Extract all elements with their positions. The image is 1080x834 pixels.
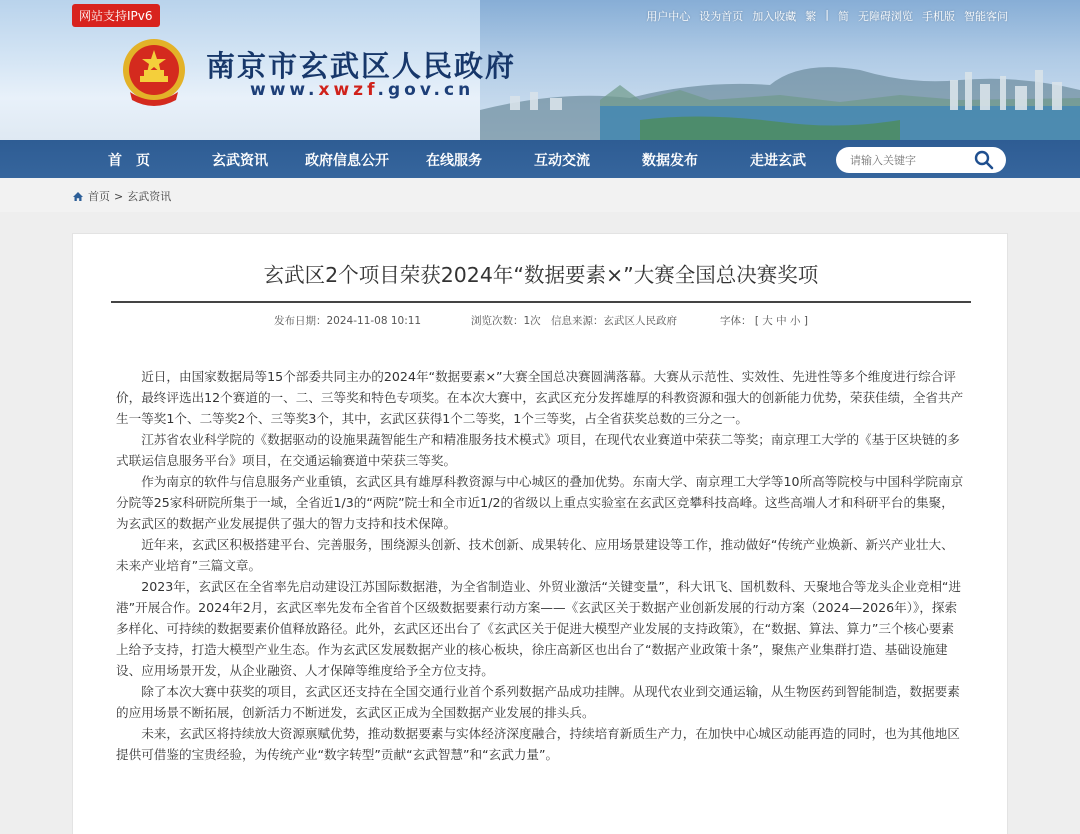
font-size-small-button[interactable]: 小 <box>789 315 801 327</box>
ipv6-badge[interactable]: 网站支持IPv6 <box>72 4 160 27</box>
nav-item-data-release[interactable]: 数据发布 <box>642 153 698 169</box>
article-title: 玄武区2个项目荣获2024年“数据要素×”大赛全国总决赛奖项 <box>263 263 819 287</box>
font-size-medium-button[interactable]: 中 <box>776 315 787 327</box>
header-banner <box>0 0 1080 140</box>
breadcrumb-separator: > <box>114 189 124 203</box>
article-paragraph: 近年来，玄武区积极搭建平台、完善服务，围绕源头创新、技术创新、成果转化、应用场景建设等工作，推动做好“传统产业焕新、新兴产业壮大、未来产业培育”三篇文章。 <box>116 537 954 573</box>
nav-item-online-service[interactable]: 在线服务 <box>426 153 482 169</box>
nav-item-about[interactable]: 走进玄武 <box>750 153 806 169</box>
article-paragraph: 作为南京的软件与信息服务产业重镇，玄武区具有雄厚科教资源与中心城区的叠加优势。东南大学、南京理工大学等10所高等院校与中国科学院南京分院等25家科研院所集于一域，全省近1/3的“两院”院士和全市近1/2的省级以上重点实验室在玄武区竞攀科技高峰。这些高端人才和科研平台的集聚，为玄武区的数据产业发展提供了强大的智力支持和技术保障。 <box>116 474 964 531</box>
top-link-favorite[interactable]: 加入收藏 <box>752 10 797 23</box>
nav-item-interaction[interactable]: 互动交流 <box>534 153 590 169</box>
font-size-label: 字体： <box>720 315 752 327</box>
nav-item-news[interactable]: 玄武资讯 <box>212 153 268 169</box>
info-source: 信息来源：玄武区人民政府 <box>551 315 677 327</box>
top-link-set-home[interactable]: 设为首页 <box>699 10 744 23</box>
article-paragraph: 2023年，玄武区在全省率先启动建设江苏国际数据港，为全省制造业、外贸业激活“关键变量”，科大讯飞、国机数科、天聚地合等龙头企业竞相“进港”开展合作。2024年2月，玄武区率先发布全省首个区级数据要素行动方案——《玄武区关于数据产业创新发展的行动方案（2024—2026年）》，探索多样化、可持续的数据要素价值释放路径。此外，玄武区还出台了《玄武区关于促进大模型产业发展的支持政策》，在“数据、算法、算力”三个核心要素上给予支持，打造大模型产业生态。作为玄武区发展数据产业的核心板块，徐庄高新区也出台了“数据产业政策十条”，聚焦产业集群打造、基础设施建设、应用场景开发，从企业融资、人才保障等维度给予全方位支持。 <box>116 579 962 678</box>
article-paragraph: 未来，玄武区将持续放大资源禀赋优势，推动数据要素与实体经济深度融合，持续培育新质生产力，在加快中心城区动能再造的同时，也为其他地区提供可借鉴的宝贵经验，为传统产业“数字转型”贡献“玄武智慧”和“玄武力量”。 <box>116 726 960 762</box>
font-size-bracket-close: ] <box>803 315 808 327</box>
site-title: 南京市玄武区人民政府 <box>206 49 517 83</box>
article-card <box>72 233 1008 834</box>
top-link-user-center[interactable]: 用户中心 <box>646 10 691 23</box>
top-link-smart-service[interactable]: 智能客问 <box>964 10 1008 23</box>
search-box <box>836 147 1006 173</box>
font-size-large-button[interactable]: 大 <box>762 315 773 327</box>
breadcrumb-current[interactable]: 玄武资讯 <box>127 190 172 203</box>
search-input[interactable] <box>850 151 970 169</box>
national-emblem-icon <box>120 36 188 108</box>
search-icon[interactable] <box>974 150 994 170</box>
breadcrumb-home[interactable]: 首页 <box>88 190 110 203</box>
font-size-bracket-open: [ <box>754 315 759 327</box>
city-lake-scene <box>480 40 1080 140</box>
article-paragraph: 近日，由国家数据局等15个部委共同主办的2024年“数据要素×”大赛全国总决赛圆满落幕。大赛从示范性、实效性、先进性等多个维度进行综合评价，最终评选出12个赛道的一、二、三等奖和特色专项奖。在本次大赛中，玄武区充分发挥雄厚的科教资源和强大的创新能力优势，荣获佳绩，全省共产生一等奖1个、二等奖2个、三等奖3个，其中，玄武区获得1个二等奖，1个三等奖，占全省获奖总数的三分之一。 <box>116 369 964 426</box>
top-link-separator: | <box>825 8 829 21</box>
breadcrumb <box>72 188 171 204</box>
article-paragraph: 除了本次大赛中获奖的项目，玄武区还支持在全国交通行业首个系列数据产品成功挂牌。从现代农业到交通运输，从生物医药到智能制造，数据要素的应用场景不断拓展，创新活力不断迸发，玄武区正成为全国数据产业发展的排头兵。 <box>116 684 960 720</box>
top-link-simplified[interactable]: 简 <box>838 10 849 23</box>
nav-item-gov-info[interactable]: 政府信息公开 <box>305 153 389 169</box>
top-links <box>646 8 1008 24</box>
title-divider <box>111 301 971 303</box>
font-size-control <box>720 313 808 328</box>
site-url-accent: xwzf <box>318 80 378 100</box>
article-body <box>116 366 966 765</box>
home-icon <box>72 191 84 202</box>
breadcrumb-bar <box>0 178 1080 212</box>
top-link-traditional[interactable]: 繁 <box>805 10 817 23</box>
top-link-accessibility[interactable]: 无障碍浏览 <box>858 10 913 23</box>
article-paragraph: 江苏省农业科学院的《数据驱动的设施果蔬智能生产和精准服务技术模式》项目，在现代农业赛道中荣获二等奖；南京理工大学的《基于区块链的多式联运信息服务平台》项目，在交通运输赛道中荣获三等奖。 <box>116 432 960 468</box>
view-count: 浏览次数：1次 <box>471 315 541 327</box>
top-link-mobile[interactable]: 手机版 <box>922 10 955 23</box>
nav-item-home[interactable]: 首 页 <box>108 153 150 169</box>
site-url: www.xwzf.gov.cn <box>250 80 475 100</box>
publish-date: 发布日期：2024-11-08 10:11 <box>274 315 422 327</box>
